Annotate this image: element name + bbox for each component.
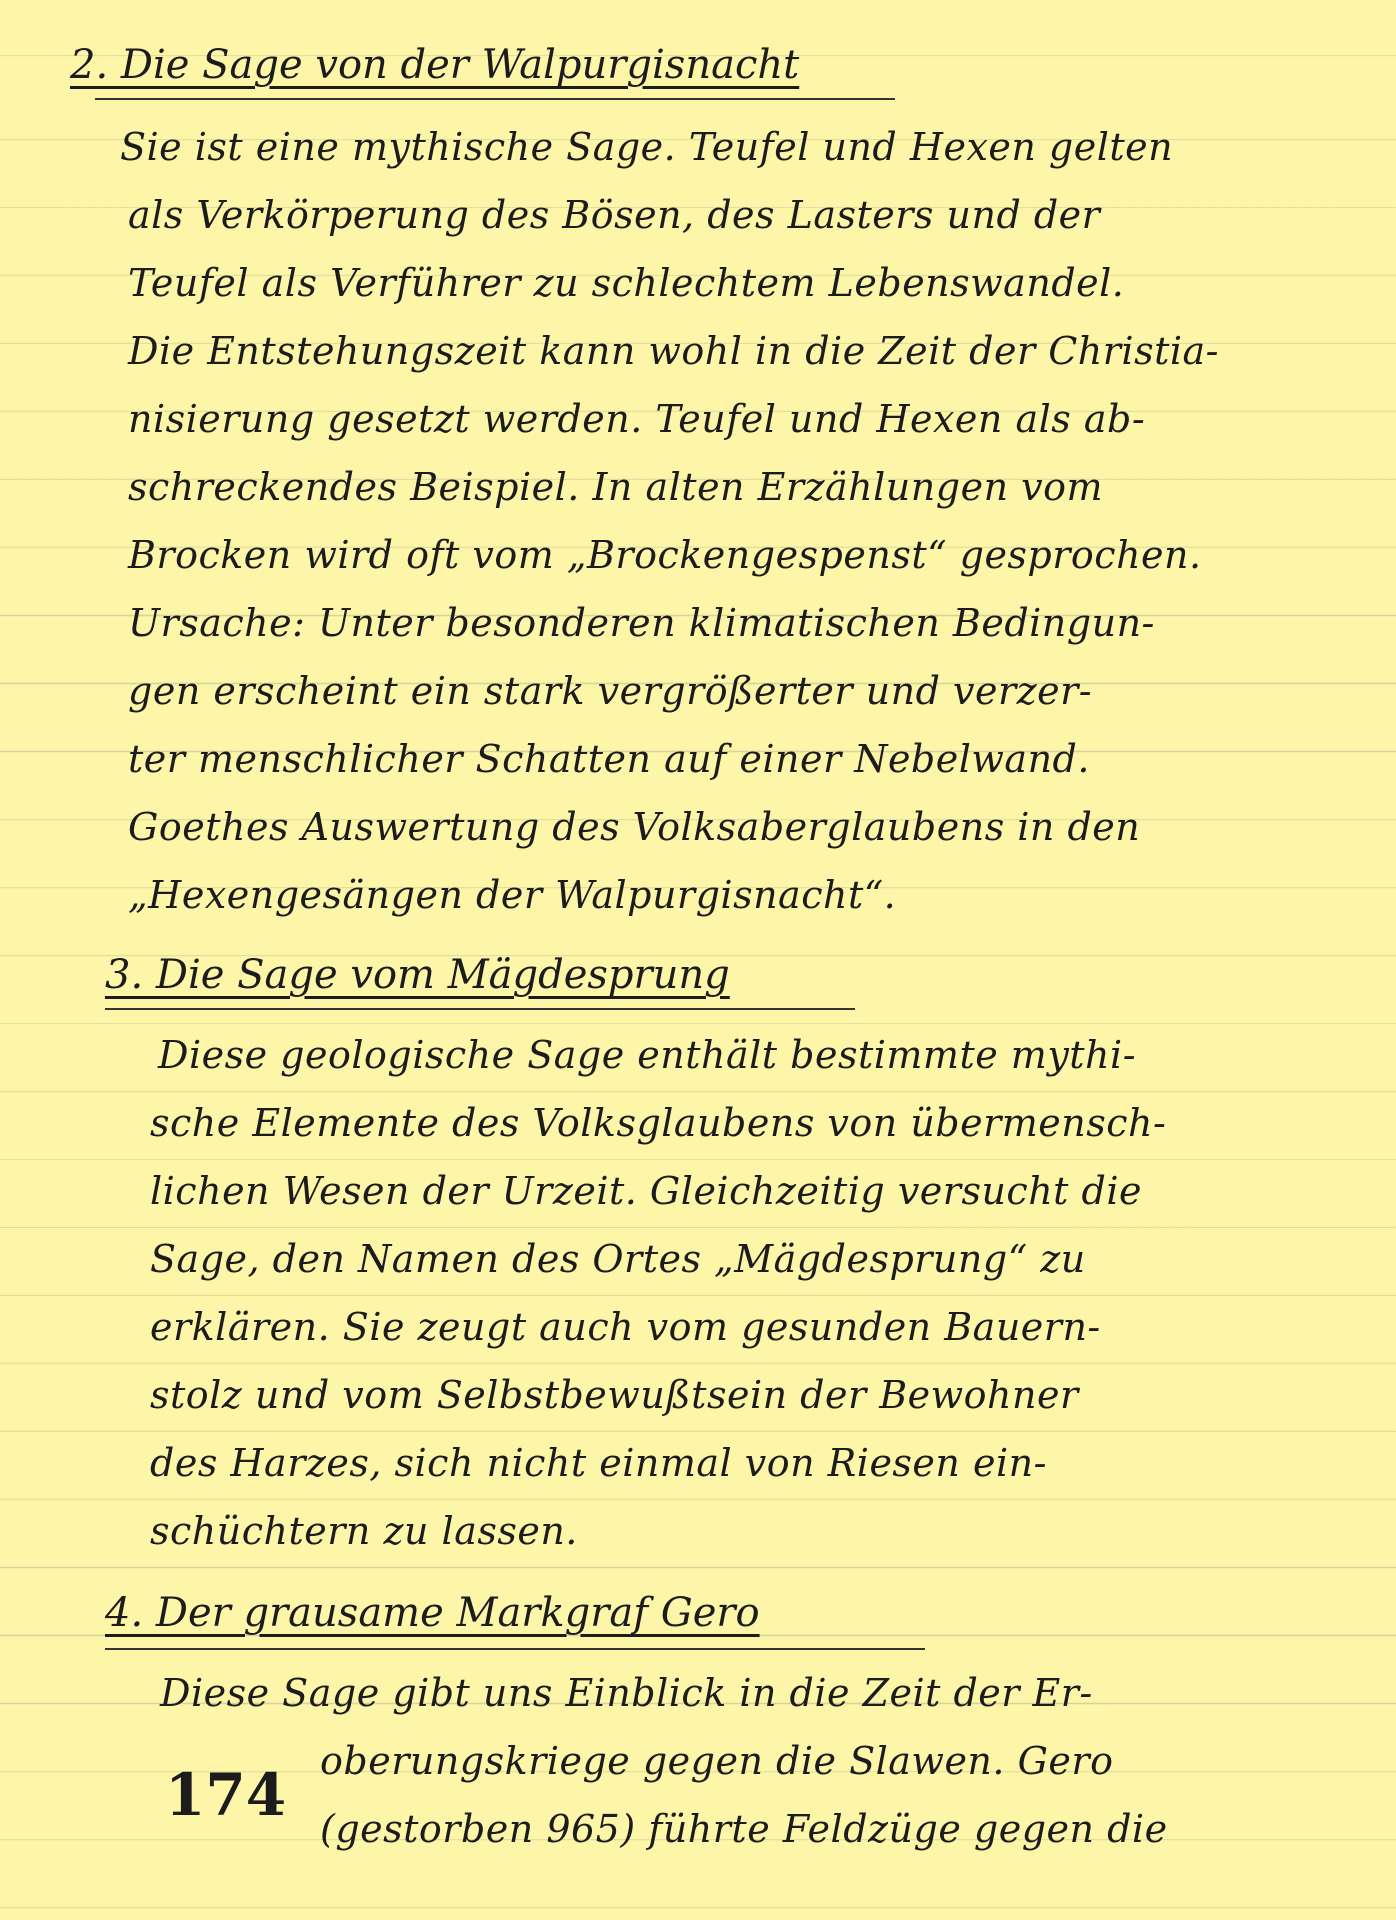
text-line: Teufel als Verführer zu schlechtem Lebenswandel. xyxy=(128,261,1125,305)
text-line: Sage, den Namen des Ortes „Mägdesprung“ zu xyxy=(150,1237,1086,1281)
text-line: schüchtern zu lassen. xyxy=(150,1509,578,1553)
section-heading-markgraf-gero: 4. Der grausame Markgraf Gero xyxy=(105,1590,760,1636)
text-line: Ursache: Unter besonderen klimatischen Bedingun- xyxy=(128,601,1155,645)
text-line: stolz und vom Selbstbewußtsein der Bewohner xyxy=(150,1373,1079,1417)
section-heading-walpurgisnacht: 2. Die Sage von der Walpurgisnacht xyxy=(70,42,800,88)
heading-rule xyxy=(105,1008,855,1010)
text-line: gen erscheint ein stark vergrößerter und verzer- xyxy=(128,669,1093,713)
section-heading-maegdesprung: 3. Die Sage vom Mägdesprung xyxy=(105,952,730,998)
text-line: sche Elemente des Volksglaubens von übermensch- xyxy=(150,1101,1167,1145)
heading-rule xyxy=(105,1648,925,1650)
text-line: oberungskriege gegen die Slawen. Gero xyxy=(320,1739,1114,1783)
text-line: Sie ist eine mythische Sage. Teufel und Hexen gelten xyxy=(120,125,1174,169)
text-line: ter menschlicher Schatten auf einer Nebelwand. xyxy=(128,737,1090,781)
text-line: nisierung gesetzt werden. Teufel und Hexen als ab- xyxy=(128,397,1146,441)
text-line: „Hexengesängen der Walpurgisnacht“. xyxy=(128,873,897,917)
text-line: erklären. Sie zeugt auch vom gesunden Bauern- xyxy=(150,1305,1101,1349)
text-line: Goethes Auswertung des Volksaberglaubens in den xyxy=(128,805,1141,849)
text-line: Brocken wird oft vom „Brockengespenst“ gesprochen. xyxy=(128,533,1202,577)
text-line: lichen Wesen der Urzeit. Gleichzeitig versucht die xyxy=(150,1169,1142,1213)
heading-rule xyxy=(95,98,895,100)
text-line: Diese geologische Sage enthält bestimmte mythi- xyxy=(158,1033,1137,1077)
text-line: Die Entstehungszeit kann wohl in die Zeit der Christia- xyxy=(128,329,1219,373)
text-line: schreckendes Beispiel. In alten Erzählungen vom xyxy=(128,465,1104,509)
text-line: (gestorben 965) führte Feldzüge gegen die xyxy=(320,1807,1168,1851)
text-line: als Verkörperung des Bösen, des Lasters und der xyxy=(128,193,1101,237)
text-line: Diese Sage gibt uns Einblick in die Zeit der Er- xyxy=(160,1671,1093,1715)
page-number: 174 xyxy=(165,1761,287,1829)
text-line: des Harzes, sich nicht einmal von Riesen ein- xyxy=(150,1441,1047,1485)
